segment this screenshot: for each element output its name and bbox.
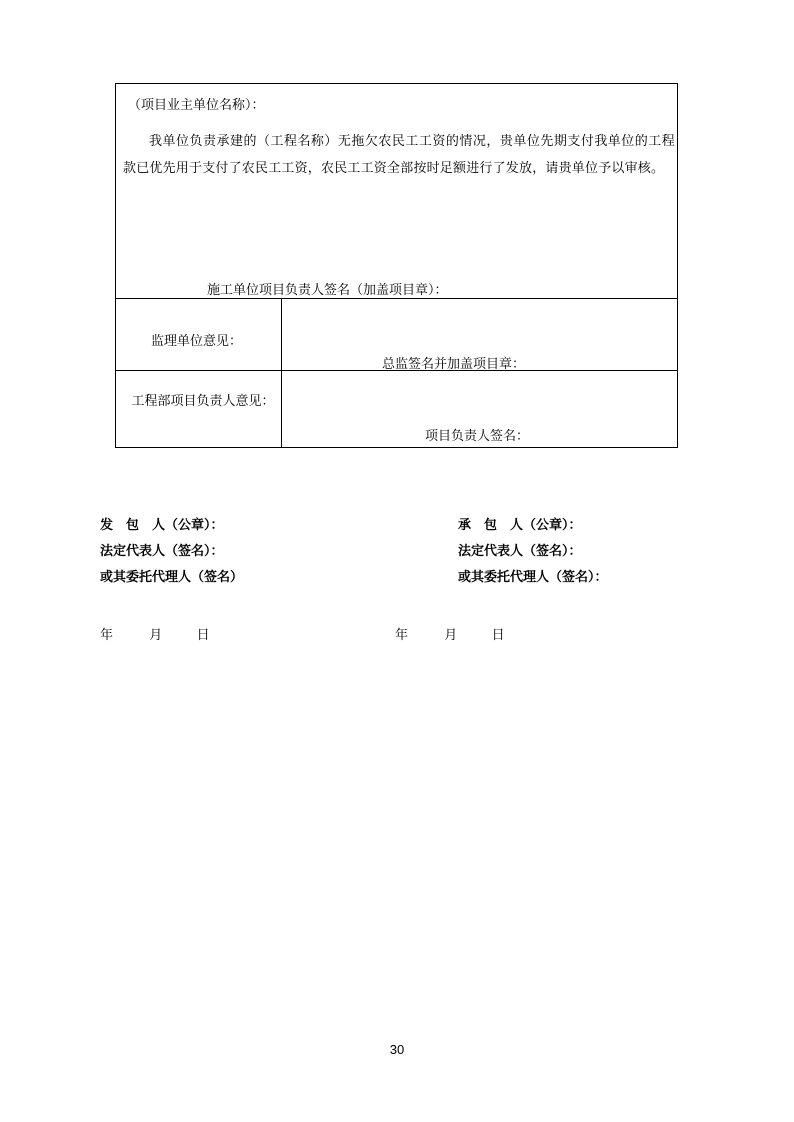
day-label: 日 — [196, 628, 210, 643]
month-label: 月 — [444, 628, 458, 643]
contractor-signature-block — [458, 513, 608, 591]
contractor-date-line — [395, 624, 505, 643]
employer-date-line — [100, 624, 210, 643]
employer-agent-line: 或其委托代理人（签名） — [100, 570, 244, 585]
department-opinion-label: 工程部项目负责人意见： — [131, 394, 275, 409]
month-label: 月 — [149, 628, 163, 643]
contractor-legal-rep-line: 法定代表人（签名）： — [458, 544, 582, 559]
contractor-seal-line: 承 包 人（公章）： — [458, 518, 582, 533]
statement-body: 我单位负责承建的（工程名称）无拖欠农民工工资的情况，贵单位先期支付我单位的工程款已优先用于支付了农民工工资，农民工工资全部按时足额进行了发放，请贵单位予以审核。 — [123, 134, 675, 176]
supervisor-signature-line: 总监签名并加盖项目章： — [382, 357, 526, 372]
contractor-signature-line: 施工单位项目负责人签名（加盖项目章）： — [207, 283, 448, 298]
year-label: 年 — [100, 628, 114, 643]
department-opinion-row — [116, 371, 677, 447]
certification-form-table — [115, 83, 678, 448]
employer-signature-block — [100, 513, 243, 591]
supervisor-opinion-label: 监理单位意见： — [151, 334, 243, 349]
year-label: 年 — [395, 628, 409, 643]
department-label-cell — [116, 371, 282, 447]
addressee-line: （项目业主单位名称）： — [128, 98, 265, 113]
employer-legal-rep-line: 法定代表人（签名）： — [100, 544, 224, 559]
employer-seal-line: 发 包 人（公章）： — [100, 518, 224, 533]
department-signature-line: 项目负责人签名： — [425, 429, 530, 444]
page-number: 30 — [389, 1042, 405, 1057]
day-label: 日 — [491, 628, 505, 643]
supervisor-opinion-row — [116, 299, 677, 371]
statement-block — [116, 84, 677, 299]
contractor-agent-line: 或其委托代理人（签名）： — [458, 570, 608, 585]
supervisor-label-cell — [116, 299, 282, 370]
